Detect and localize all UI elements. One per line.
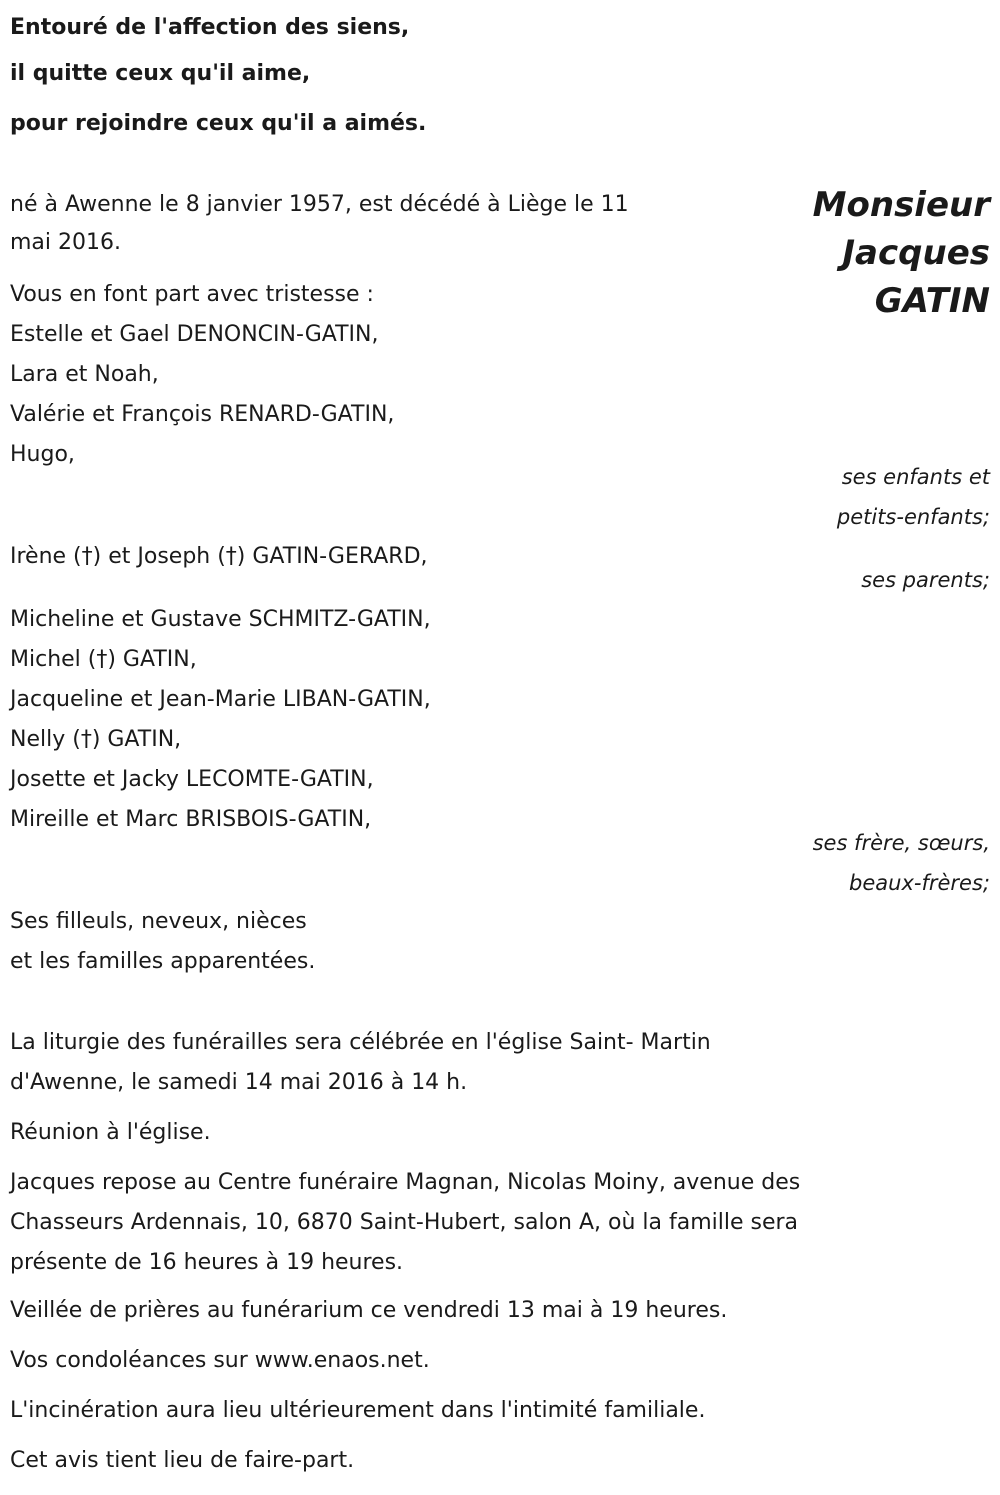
others-line: et les familles apparentées. xyxy=(10,949,316,974)
info-line: d'Awenne, le samedi 14 mai 2016 à 14 h. xyxy=(10,1070,468,1095)
sibling-line: Jacqueline et Jean-Marie LIBAN-GATIN, xyxy=(10,687,431,712)
children-line: Hugo, xyxy=(10,442,75,467)
children-line: Vous en font part avec tristesse : xyxy=(10,282,374,307)
info-line: L'incinération aura lieu ultérieurement dans l'intimité familiale. xyxy=(10,1398,706,1423)
info-line: Jacques repose au Centre funéraire Magnan, Nicolas Moiny, avenue des xyxy=(10,1170,801,1195)
info-line: Réunion à l'église. xyxy=(10,1120,211,1145)
intro-line: né à Awenne le 8 janvier 1957, est décédé à Liège le 11 xyxy=(10,192,629,217)
siblings-role: ses frère, sœurs, xyxy=(812,831,990,855)
siblings-role: beaux-frères; xyxy=(849,871,990,895)
info-line: Chasseurs Ardennais, 10, 6870 Saint-Hubert, salon A, où la famille sera xyxy=(10,1210,799,1235)
deceased-first-name: Jacques xyxy=(842,233,990,273)
others-line: Ses filleuls, neveux, nièces xyxy=(10,909,307,934)
deceased-title: Monsieur xyxy=(812,185,990,225)
header-line: Entouré de l'affection des siens, xyxy=(10,15,410,40)
info-line: La liturgie des funérailles sera célébrée en l'église Saint- Martin xyxy=(10,1030,711,1055)
header-line: pour rejoindre ceux qu'il a aimés. xyxy=(10,111,427,136)
info-line: Cet avis tient lieu de faire-part. xyxy=(10,1448,355,1473)
sibling-line: Micheline et Gustave SCHMITZ-GATIN, xyxy=(10,607,431,632)
children-role: ses enfants et xyxy=(841,465,990,489)
children-role: petits-enfants; xyxy=(836,505,990,529)
children-line: Estelle et Gael DENONCIN-GATIN, xyxy=(10,322,379,347)
condolences-line: Vos condoléances sur www.enaos.net. xyxy=(10,1348,430,1373)
sibling-line: Josette et Jacky LECOMTE-GATIN, xyxy=(10,767,374,792)
parents-role: ses parents; xyxy=(861,568,990,592)
children-line: Lara et Noah, xyxy=(10,362,159,387)
sibling-line: Mireille et Marc BRISBOIS-GATIN, xyxy=(10,807,372,832)
info-line: présente de 16 heures à 19 heures. xyxy=(10,1250,404,1275)
intro-line: mai 2016. xyxy=(10,230,121,255)
info-line: Veillée de prières au funérarium ce vendredi 13 mai à 19 heures. xyxy=(10,1298,728,1323)
sibling-line: Michel (†) GATIN, xyxy=(10,647,197,672)
deceased-last-name: GATIN xyxy=(874,281,990,321)
children-line: Valérie et François RENARD-GATIN, xyxy=(10,402,395,427)
parents-line: Irène (†) et Joseph (†) GATIN-GERARD, xyxy=(10,544,428,569)
sibling-line: Nelly (†) GATIN, xyxy=(10,727,182,752)
header-line: il quitte ceux qu'il aime, xyxy=(10,61,311,86)
